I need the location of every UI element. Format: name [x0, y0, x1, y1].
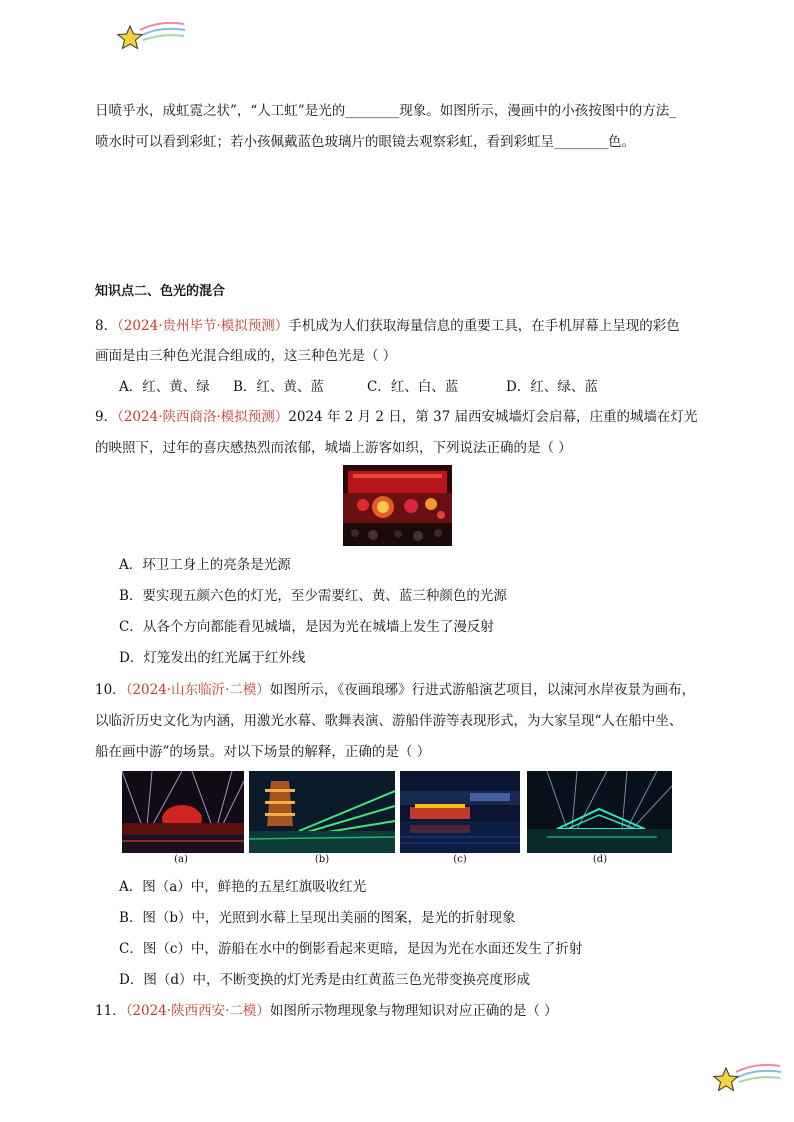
section-heading: 知识点二、色光的混合: [95, 284, 226, 299]
shooting-star-icon: [112, 16, 187, 56]
shooting-star-icon: [708, 1058, 783, 1098]
question-8-line2: 画面是由三种色光混合组成的，这三种色光是（ ）: [95, 348, 397, 364]
question-text: 如图所示，《夜画琅琊》行进式游船演艺项目，以涑河水岸夜景为画布，: [269, 682, 696, 698]
question-source: （2024·山东临沂·二模）: [125, 682, 270, 698]
figure-c-image: [400, 771, 520, 853]
lantern-festival-image: [343, 465, 452, 546]
caption-d: (d): [592, 854, 608, 865]
question-source: （2024·陕西商洛·模拟预测）: [117, 409, 289, 425]
option-c: C．红、白、蓝: [367, 379, 459, 395]
question-10-line2: 以临沂历史文化为内涵，用激光水幕、歌舞表演、游船伴游等表现形式，为大家呈现“人在船中坐、: [95, 713, 683, 729]
question-10-option-a: A．图（a）中，鲜艳的五星红旗吸收红光: [119, 879, 367, 895]
q7-line2: 喷水时可以看到彩虹；若小孩佩戴蓝色玻璃片的眼镜去观察彩虹，看到彩虹呈________色。: [95, 134, 635, 150]
question-text: 手机成为人们获取海量信息的重要工具，在手机屏幕上呈现的彩色: [288, 318, 680, 334]
question-9-option-d: D．灯笼发出的红光属于红外线: [119, 650, 306, 666]
question-10-line3: 船在画中游”的场景。对以下场景的解释，正确的是（ ）: [95, 744, 431, 760]
option-a: A．红、黄、绿: [119, 379, 210, 395]
question-10-option-b: B．图（b）中，光照到水幕上呈现出美丽的图案，是光的折射现象: [119, 910, 516, 926]
question-10-option-c: C．图（c）中，游船在水中的倒影看起来更暗，是因为光在水面还发生了折射: [119, 941, 583, 957]
caption-c: (c): [453, 854, 467, 865]
option-b: B．红、黄、蓝: [233, 379, 324, 395]
question-11-line1: [95, 1001, 558, 1021]
question-9-option-c: C．从各个方向都能看见城墙，是因为光在城墙上发生了漫反射: [119, 619, 494, 635]
q7-line1: 日喷乎水，成虹霓之状”，“人工虹”是光的________现象。如图所示，漫画中的小孩按图中的方法_: [95, 103, 676, 119]
caption-a: (a): [174, 854, 188, 865]
question-number: 11．: [95, 1003, 126, 1019]
question-8-line1: [95, 316, 680, 336]
figure-d-image: [527, 771, 672, 853]
figure-b-image: [249, 771, 395, 853]
question-9-option-a: A．环卫工身上的亮条是光源: [119, 557, 291, 573]
question-source: （2024·贵州毕节·模拟预测）: [117, 318, 289, 334]
question-number: 8．: [95, 318, 118, 334]
question-8-options: [119, 377, 598, 397]
option-d: D．红、绿、蓝: [506, 379, 598, 395]
question-10-line1: [95, 680, 695, 700]
question-text: 2024 年 2 月 2 日，第 37 届西安城墙灯会启幕，庄重的城墙在灯光: [288, 409, 698, 425]
question-number: 9．: [95, 409, 118, 425]
question-number: 10．: [95, 682, 126, 698]
caption-b: (b): [314, 854, 330, 865]
question-9-line2: 的映照下，过年的喜庆感热烈而浓郁，城墙上游客如织，下列说法正确的是（ ）: [95, 440, 572, 456]
question-9-line1: [95, 407, 698, 427]
question-source: （2024·陕西西安·二模）: [125, 1003, 270, 1019]
question-9-option-b: B．要实现五颜六色的灯光，至少需要红、黄、蓝三种颜色的光源: [119, 588, 507, 604]
figure-a-image: [122, 771, 244, 853]
question-10-option-d: D．图（d）中，不断变换的灯光秀是由红黄蓝三色光带变换亮度形成: [119, 972, 530, 988]
question-text: 如图所示物理现象与物理知识对应正确的是（ ）: [269, 1003, 558, 1019]
